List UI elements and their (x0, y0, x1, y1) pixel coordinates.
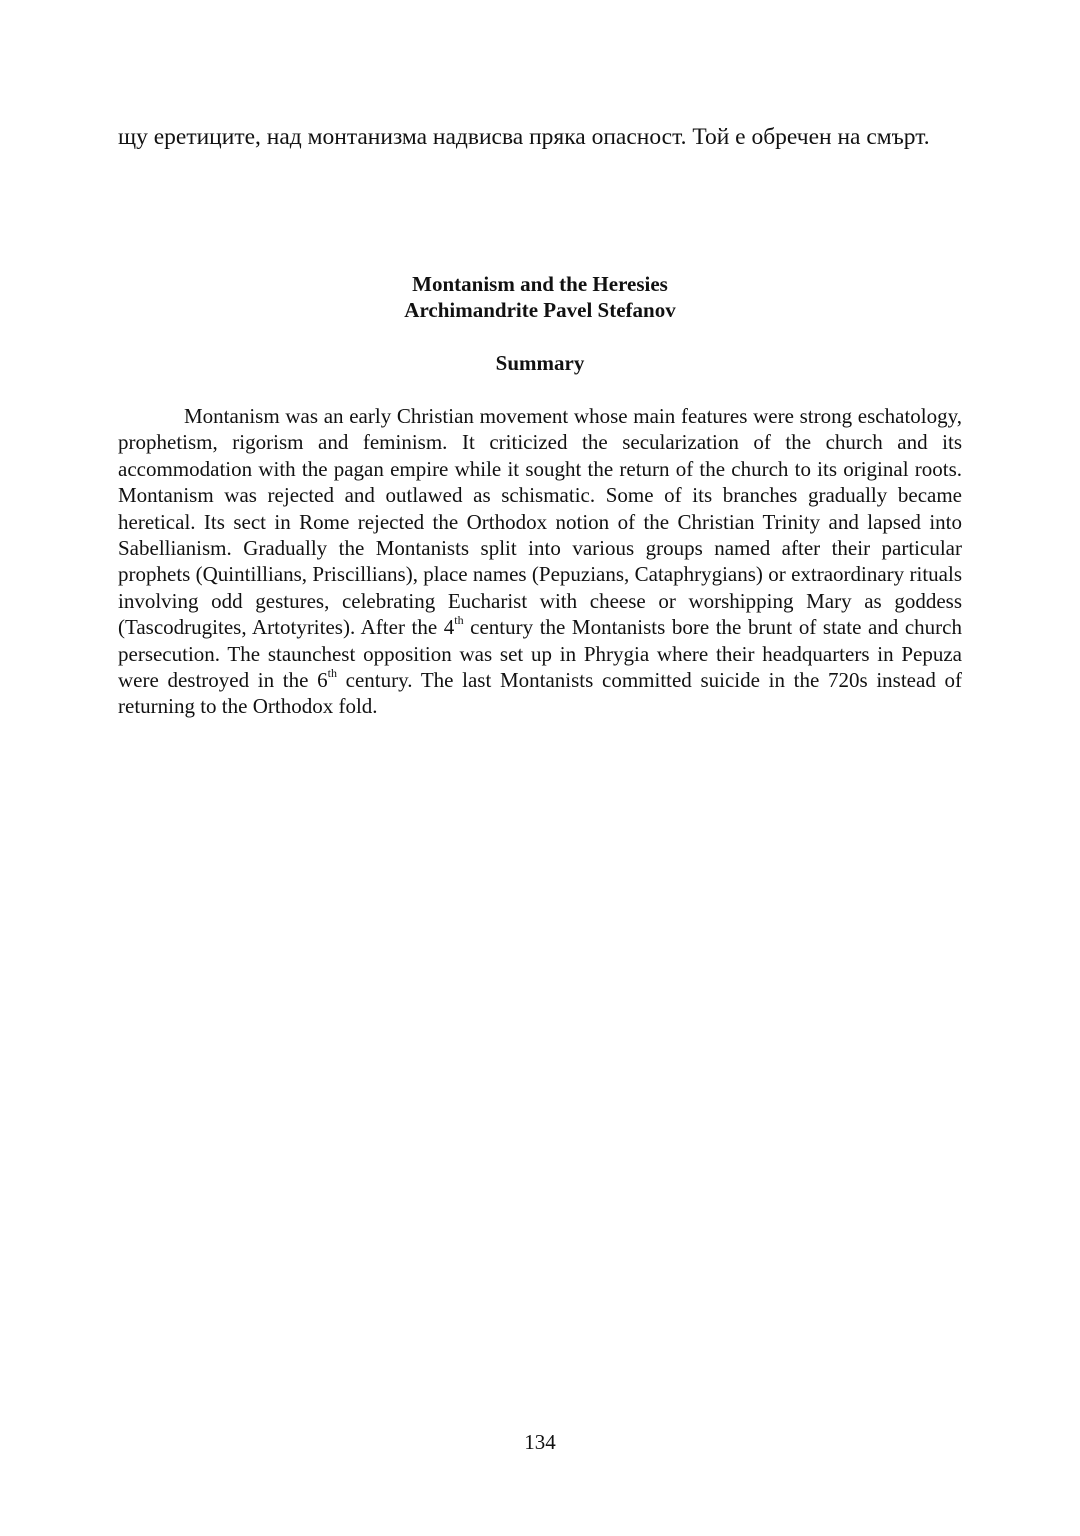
ordinal-superscript: th (454, 613, 464, 628)
summary-text-part-3: century. The last Montanists committed suicide in the 720s instead of returning to the Orthodox fold. (118, 668, 962, 719)
article-author: Archimandrite Pavel Stefanov (404, 298, 676, 322)
summary-text-part-2: century the Montanists bore the brunt of state and church persecution. The staunchest opposition was set up in Phrygia where their headquarters in Pepuza were destroyed in the 6 (118, 615, 962, 693)
summary-heading: Summary (495, 351, 585, 375)
summary-paragraph (118, 403, 962, 720)
article-title: Montanism and the Heresies (412, 272, 668, 296)
ordinal-superscript: th (327, 666, 337, 681)
summary-text-part-1: Montanism was an early Christian movement whose main features were strong eschatology, prophetism, rigorism and feminism. It criticized the secularization of the church and its accommodation with the pagan empire while it sought the return of the church to its original roots. Montanism was rejected and outlawed as schismatic. Some of its branches gradually became heretical. Its sect in Rome rejected the Orthodox notion of the Christian Trinity and lapsed into Sabellianism. Gradually the Montanists split into various groups named after their particular prophets (Quintillians, Priscillians), place names (Pepuzians, Cataphrygians) or extraordinary rituals involving odd gestures, celebrating Eucharist with cheese or worshipping Mary as goddess (Tascodrugites, Artotyrites). After the 4 (118, 404, 962, 640)
continued-bulgarian-paragraph: щу еретиците, над монтанизма надвисва пряка опасност. Той е обречен на смърт. (118, 124, 930, 150)
page-number: 134 (524, 1430, 556, 1454)
